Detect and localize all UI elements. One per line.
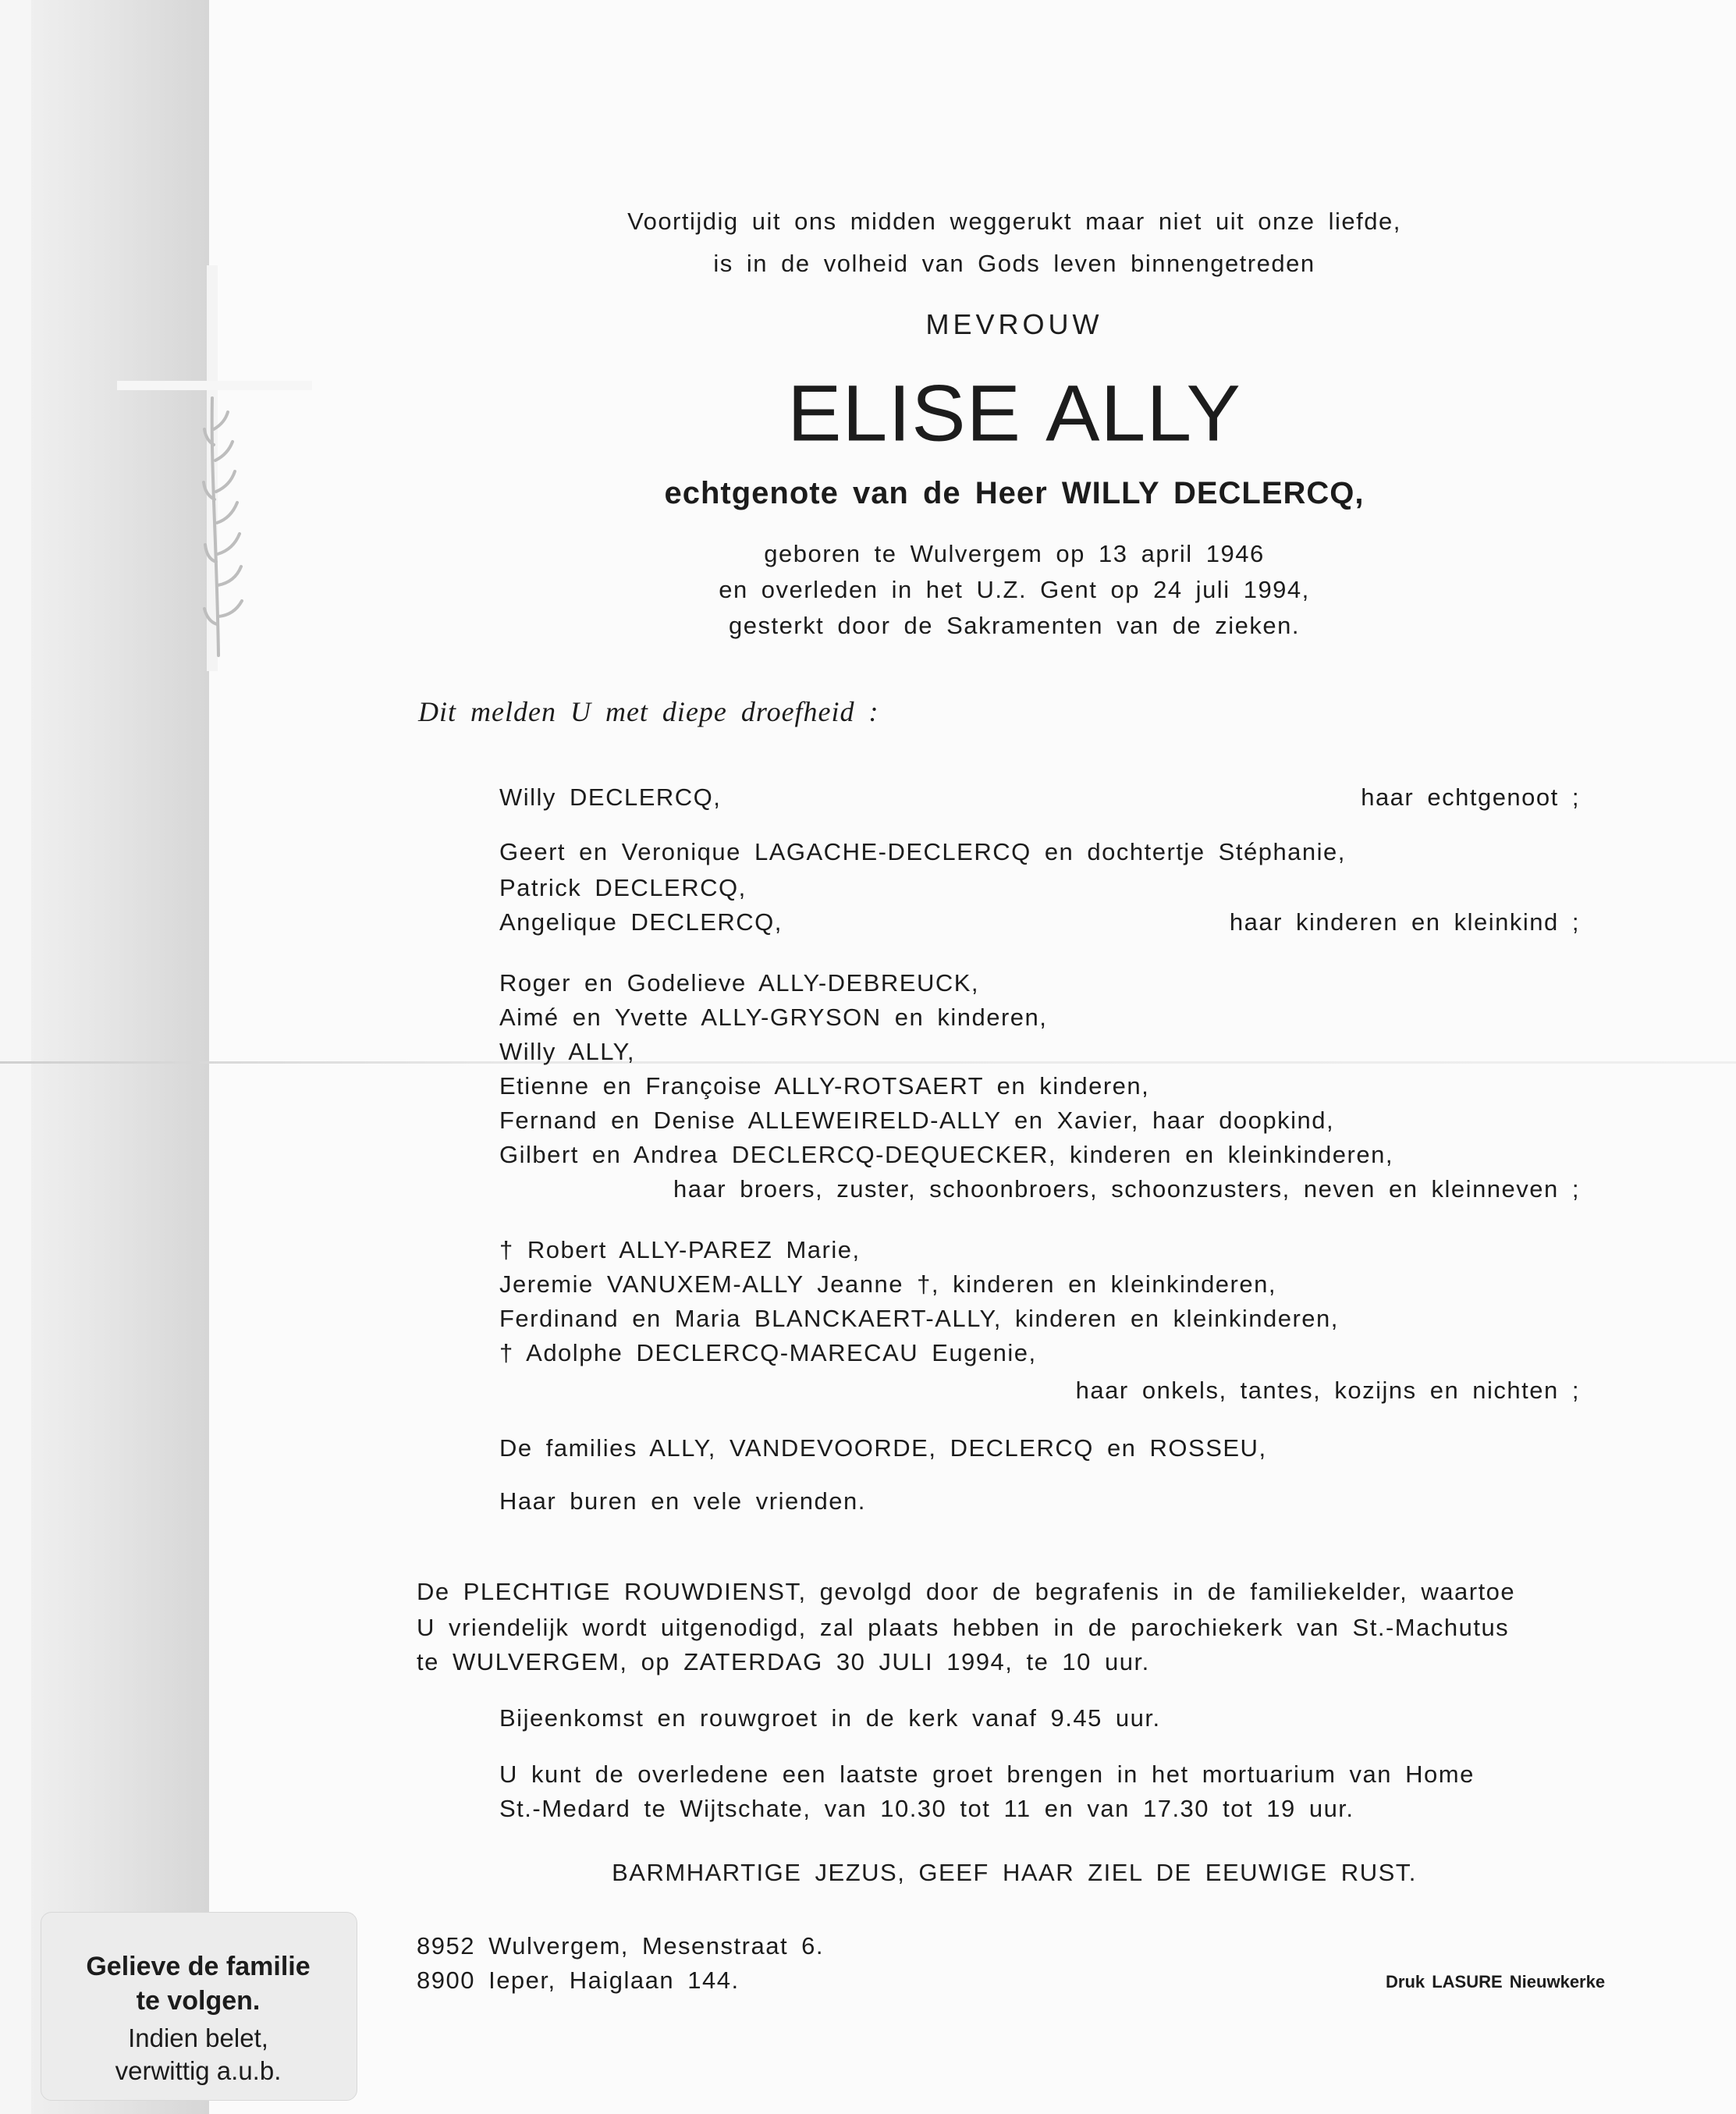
label-line-4: verwittig a.u.b. — [115, 2056, 282, 2085]
uncles-relation: haar onkels, tantes, kozijns en nichten ; — [1075, 1377, 1580, 1404]
born-line: geboren te Wulvergem op 13 april 1946 — [764, 540, 1265, 567]
sibling-line-5: Fernand en Denise ALLEWEIRELD-ALLY en Xavier, haar doopkind, — [499, 1107, 1335, 1134]
address-line-1: 8952 Wulvergem, Mesenstraat 6. — [417, 1932, 825, 1959]
uncle-line-1: † Robert ALLY-PAREZ Marie, — [499, 1236, 861, 1263]
visit-line-1: U kunt de overledene een laatste groet brengen in het mortuarium van Home — [499, 1760, 1475, 1788]
service-line-1: De PLECHTIGE ROUWDIENST, gevolgd door de begrafenis in de familiekelder, waartoe — [417, 1578, 1516, 1605]
neighbours-line: Haar buren en vele vrienden. — [499, 1487, 866, 1515]
sibling-line-6: Gilbert en Andrea DECLERCQ-DEQUECKER, kinderen en kleinkinderen, — [499, 1141, 1393, 1168]
fold-line — [0, 1061, 1736, 1064]
child-line-3: Angelique DECLERCQ, — [499, 908, 783, 936]
sibling-line-2: Aimé en Yvette ALLY-GRYSON en kinderen, — [499, 1004, 1048, 1031]
deceased-name: ELISE ALLY — [787, 369, 1241, 458]
intro-line-1: Voortijdig uit ons midden weggerukt maar niet uit onze liefde, — [627, 208, 1401, 235]
sacraments-line: gesterkt door de Sakramenten van de zieken. — [728, 612, 1301, 639]
died-line: en overleden in het U.Z. Gent op 24 juli 1994, — [719, 576, 1310, 603]
printer-credit: Druk LASURE Nieuwkerke — [1386, 1972, 1606, 1991]
uncle-line-3: Ferdinand en Maria BLANCKAERT-ALLY, kinderen en kleinkinderen, — [499, 1305, 1339, 1332]
sibling-line-1: Roger en Godelieve ALLY-DEBREUCK, — [499, 969, 980, 997]
side-band-edge — [0, 0, 31, 2114]
label-line-2: te volgen. — [136, 1986, 261, 2016]
service-line-3: te WULVERGEM, op ZATERDAG 30 JULI 1994, te 10 uur. — [417, 1648, 1150, 1675]
gathering-line: Bijeenkomst en rouwgroet in de kerk vanaf 9.45 uur. — [499, 1704, 1161, 1732]
intro-line-2: is in de volheid van Gods leven binnengetreden — [713, 250, 1315, 277]
child-line-1: Geert en Veronique LAGACHE-DECLERCQ en dochtertje Stéphanie, — [499, 838, 1346, 865]
sibling-line-4: Etienne en Françoise ALLY-ROTSAERT en kinderen, — [499, 1072, 1150, 1100]
uncle-line-2: Jeremie VANUXEM-ALLY Jeanne †, kinderen en kleinkinderen, — [499, 1270, 1276, 1298]
children-relation: haar kinderen en kleinkind ; — [1229, 908, 1580, 936]
families-line: De families ALLY, VANDEVOORDE, DECLERCQ en ROSSEU, — [499, 1434, 1267, 1462]
visit-line-2: St.-Medard te Wijtschate, van 10.30 tot 11 en van 17.30 tot 19 uur. — [499, 1795, 1354, 1822]
spouse-relation: haar echtgenoot ; — [1361, 783, 1580, 811]
child-line-2: Patrick DECLERCQ, — [499, 874, 747, 901]
spouse-line: echtgenote van de Heer WILLY DECLERCQ, — [664, 476, 1365, 510]
service-line-2: U vriendelijk wordt uitgenodigd, zal plaats hebben in de parochiekerk van St.-Machutus — [417, 1614, 1510, 1641]
spouse-name: Willy DECLERCQ, — [499, 783, 722, 811]
cross-with-palm-icon — [117, 265, 320, 687]
title-mevrouw: MEVROUW — [925, 308, 1103, 340]
announce-line: Dit melden U met diepe droefheid : — [418, 696, 879, 727]
label-line-3: Indien belet, — [128, 2023, 268, 2052]
prayer-line: BARMHARTIGE JEZUS, GEEF HAAR ZIEL DE EEUWIGE RUST. — [612, 1859, 1417, 1886]
sibling-line-3: Willy ALLY, — [499, 1038, 635, 1065]
address-line-2: 8900 Ieper, Haiglaan 144. — [417, 1967, 740, 1994]
label-line-1: Gelieve de familie — [86, 1952, 311, 1981]
uncle-line-4: † Adolphe DECLERCQ-MARECAU Eugenie, — [499, 1339, 1037, 1366]
siblings-relation: haar broers, zuster, schoonbroers, schoonzusters, neven en kleinneven ; — [673, 1175, 1580, 1203]
